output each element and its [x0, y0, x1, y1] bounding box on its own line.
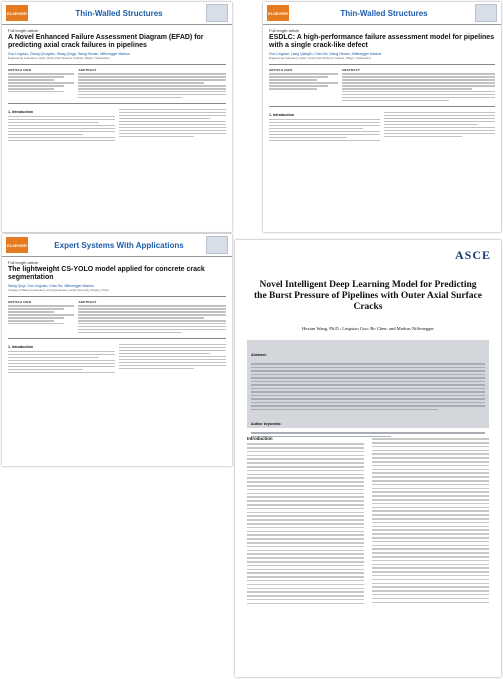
paper-title: A Novel Enhanced Failure Assessment Diagram (EFAD) for predicting axial crack failures in pipelines — [8, 34, 204, 49]
section-heading: 1. Introduction — [8, 345, 33, 350]
paper-affiliation: Engineering Laboratory, Hefei, China; Paul Scherrer Institute, Villigen, Switzerland — [8, 56, 110, 60]
journal-header — [263, 2, 501, 25]
article-info-label: ARTICLE INFO — [269, 67, 293, 72]
body-columns — [247, 436, 489, 667]
abstract-box — [247, 340, 489, 428]
paper-page-asce — [235, 240, 501, 677]
article-info-label: ARTICLE INFO — [8, 67, 32, 72]
asce-logo: ASCE — [454, 248, 491, 262]
article-type: Full length article — [8, 28, 39, 33]
section-heading: 1. Introduction — [8, 110, 33, 115]
journal-title: Expert Systems With Applications — [54, 240, 184, 250]
journal-cover-thumbnail — [206, 4, 228, 22]
paper-authors: Wang Qinyi, Guo Lingxiao, Chen Bo, Niffenegger Markus — [8, 284, 94, 288]
article-type: Full length article — [269, 28, 300, 33]
paper-title: The lightweight CS-YOLO model applied for concrete crack segmentation — [8, 266, 205, 281]
journal-cover-thumbnail — [475, 4, 497, 22]
paper-page-3 — [2, 234, 232, 466]
paper-page-1 — [2, 2, 232, 232]
abstract-label: ABSTRACT — [78, 67, 97, 72]
paper-title: Novel Intelligent Deep Learning Model for Predicting the Burst Pressure of Pipelines with Outer Axial Surface Cracks — [254, 280, 482, 312]
asce-header — [235, 240, 501, 274]
paper-page-2 — [263, 2, 501, 232]
section-heading: 1. Introduction — [269, 113, 294, 118]
article-type: Full length article — [8, 260, 39, 265]
abstract-label: Abstract: — [251, 353, 267, 357]
abstract-label: ABSTRACT — [78, 299, 97, 304]
journal-header — [2, 234, 232, 257]
journal-title: Thin-Walled Structures — [340, 8, 428, 18]
paper-affiliation: Engineering Laboratory, Hefei, China; Paul Scherrer Institute, Villigen, Switzerland — [269, 56, 371, 60]
journal-header — [2, 2, 232, 25]
paper-authors: Guo Lingxiao, Liang Qianglin, Chen Bo, Wang Hexian, Niffenegger Markus — [269, 52, 382, 56]
keywords-label: Author keywords: — [251, 422, 282, 426]
paper-title: ESDLC: A high-performance failure assessment model for pipelines with a single crack-like defect — [269, 34, 495, 49]
publisher-logo: ELSEVIER — [267, 5, 289, 21]
abstract-label: ABSTRACT — [341, 67, 360, 72]
paper-authors: Hexian Wang, Ph.D.; Lingxiao Guo; Bo Chen; and Markus Niffenegger — [302, 326, 434, 331]
journal-cover-thumbnail — [206, 236, 228, 254]
publisher-logo: ELSEVIER — [6, 5, 28, 21]
publisher-logo: ELSEVIER — [6, 237, 28, 253]
journal-title: Thin-Walled Structures — [75, 8, 163, 18]
article-info-label: ARTICLE INFO — [8, 299, 32, 304]
section-heading: Introduction — [247, 436, 273, 441]
paper-authors: Guo Lingxiao, Zhang Qiongzhu, Wang Qingyi, Wang Hexian, Niffenegger Markus — [8, 52, 130, 56]
paper-affiliation: College of Water Conservancy and Hydropower, Hohai University, Nanjing, China — [8, 288, 109, 292]
